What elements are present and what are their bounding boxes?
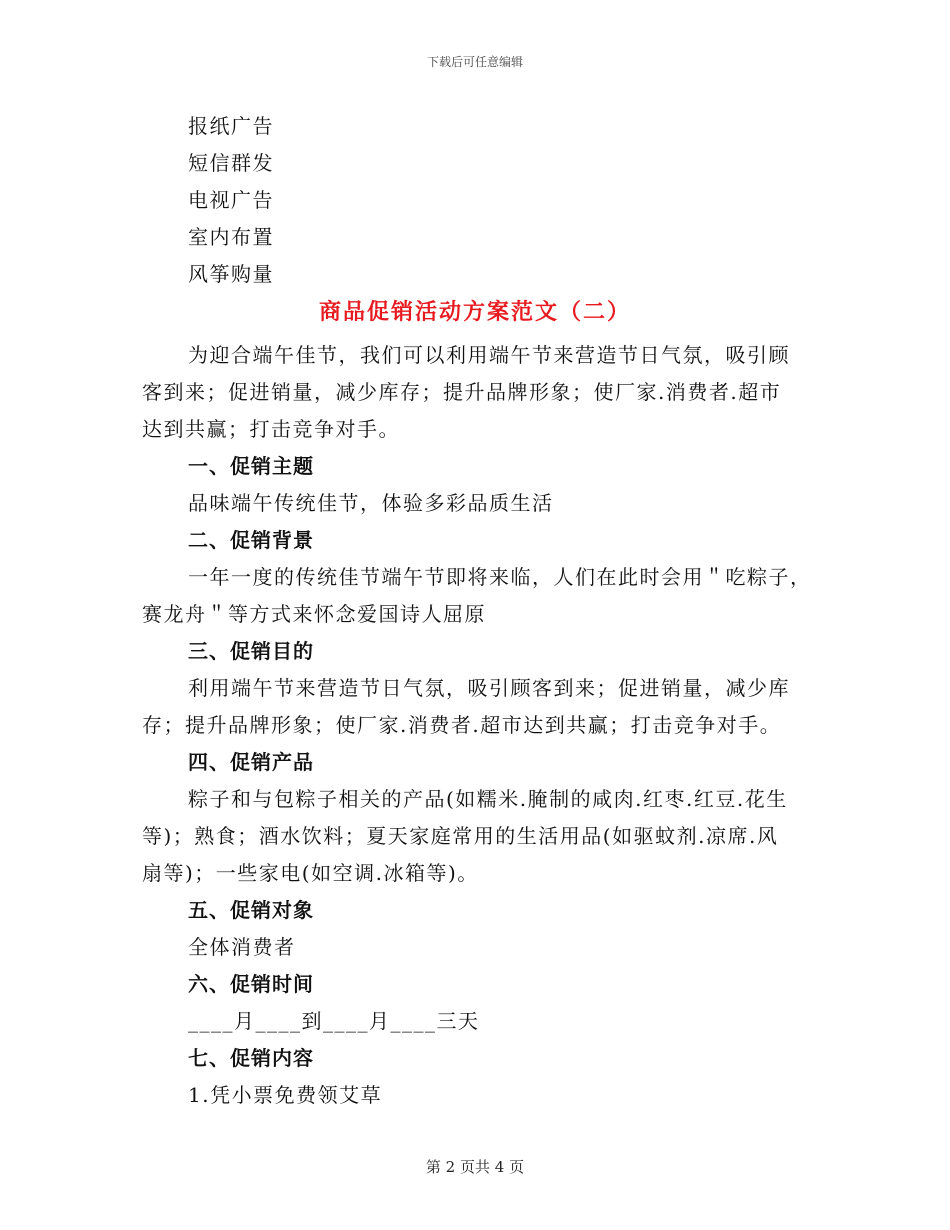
section-body-line: 等)；熟食；酒水饮料；夏天家庭常用的生活用品(如驱蚊剂.凉席.风 bbox=[142, 824, 779, 848]
section-body-line: 粽子和与包粽子相关的产品(如糯米.腌制的咸肉.红枣.红豆.花生 bbox=[188, 787, 788, 811]
page-header: 下载后可任意编辑 bbox=[426, 55, 523, 69]
section-heading-audience: 五、促销对象 bbox=[188, 898, 314, 922]
intro-paragraph-line: 为迎合端午佳节，我们可以利用端午节来营造节日气氛，吸引顾 bbox=[188, 343, 790, 367]
section-body-line: ____月____到____月____三天 bbox=[188, 1009, 480, 1033]
section-body-line: 利用端午节来营造节日气氛，吸引顾客到来；促进销量，减少库 bbox=[188, 676, 790, 700]
section-body-line: 品味端午传统佳节，体验多彩品质生活 bbox=[188, 491, 554, 515]
section-heading-products: 四、促销产品 bbox=[188, 750, 314, 774]
section-body-line: 赛龙舟＂等方式来怀念爱国诗人屈原 bbox=[142, 602, 486, 626]
section-heading-purpose: 三、促销目的 bbox=[188, 639, 314, 663]
document-title: 商品促销活动方案范文（二） bbox=[318, 300, 631, 325]
page-footer: 第 2 页共 4 页 bbox=[425, 1158, 525, 1176]
list-item: 电视广告 bbox=[188, 188, 274, 212]
list-item: 报纸广告 bbox=[188, 114, 274, 138]
section-body-line: 全体消费者 bbox=[188, 935, 296, 959]
list-item: 风筝购量 bbox=[188, 262, 274, 286]
section-heading-theme: 一、促销主题 bbox=[188, 454, 314, 478]
intro-paragraph-line: 客到来；促进销量，减少库存；提升品牌形象；使厂家.消费者.超市 bbox=[142, 380, 782, 404]
section-body-line: 一年一度的传统佳节端午节即将来临，人们在此时会用＂吃粽子， bbox=[188, 565, 812, 589]
intro-paragraph-line: 达到共赢；打击竞争对手。 bbox=[142, 417, 400, 441]
section-body-line: 存；提升品牌形象；使厂家.消费者.超市达到共赢；打击竞争对手。 bbox=[142, 713, 782, 737]
section-heading-background: 二、促销背景 bbox=[188, 528, 314, 552]
list-item: 短信群发 bbox=[188, 151, 274, 175]
section-body-line: 1.凭小票免费领艾草 bbox=[188, 1083, 383, 1107]
section-body-line: 扇等)；一些家电(如空调.冰箱等)。 bbox=[142, 861, 479, 885]
section-heading-content: 七、促销内容 bbox=[188, 1046, 314, 1070]
section-heading-time: 六、促销时间 bbox=[188, 972, 314, 996]
list-item: 室内布置 bbox=[188, 225, 274, 249]
